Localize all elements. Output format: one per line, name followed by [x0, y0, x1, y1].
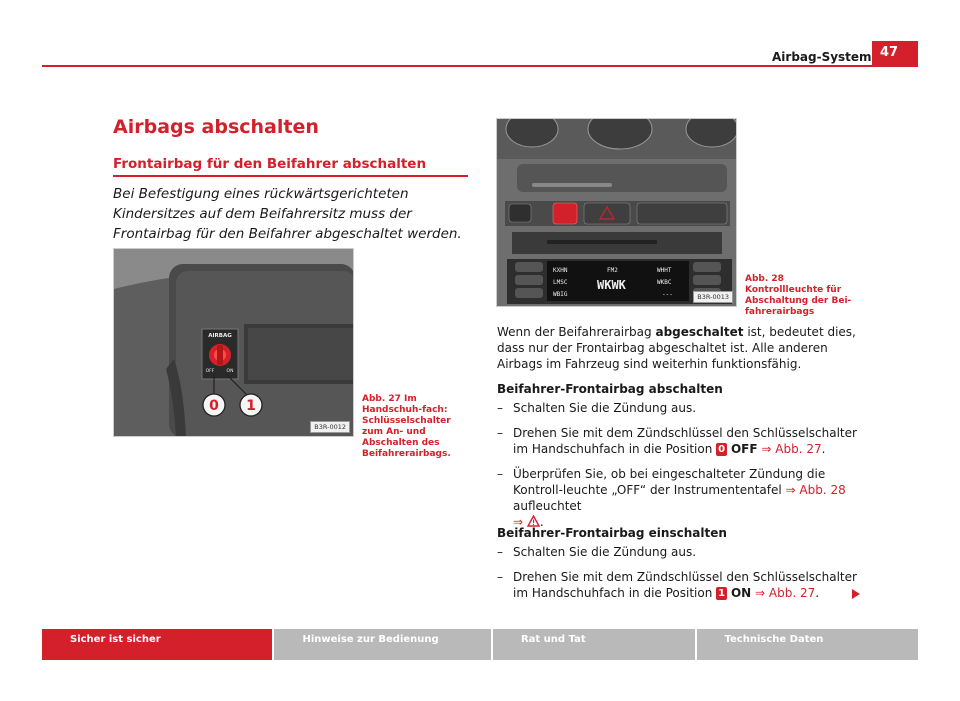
footer-tab-technische-daten[interactable]: Technische Daten: [697, 629, 918, 660]
continue-arrow-icon: [852, 589, 860, 599]
position-1-badge: 1: [716, 587, 727, 600]
figure-27-link[interactable]: ⇒ Abb. 27: [755, 586, 816, 600]
intro-text: Bei Befestigung eines rückwärtsgerichteten Kindersitzes auf dem Beifahrersitz muss der Frontairbag für den Beifahrer abgeschaltet werden.: [113, 186, 462, 242]
section-on-title: Beifahrer-Frontairbag einschalten: [497, 526, 727, 540]
dash-marker: –: [497, 426, 503, 440]
subsection-heading: Frontairbag für den Beifahrer abschalten: [113, 156, 427, 172]
step-off-3-pre: Überprüfen Sie, ob bei eingeschalteter Zündung die Kontroll-leuchte „OFF“ der Instrumententafel: [513, 467, 826, 497]
dash-marker: –: [497, 401, 503, 415]
step-on-2-bold: ON: [730, 586, 752, 600]
paragraph-post: ist, bedeutet dies, dass nur der Frontairbag abgeschaltet ist. Alle anderen Airbags im Fahrzeug sind weiterhin funktionsfähig.: [497, 325, 856, 371]
page-number: 47: [872, 41, 918, 67]
section-off-title: Beifahrer-Frontairbag abschalten: [497, 382, 723, 396]
figure-27-on-label: ON: [226, 369, 234, 374]
dash-marker: –: [497, 545, 503, 559]
footer-nav: [42, 629, 918, 660]
footer-tab-rat-und-tat[interactable]: Rat und Tat: [493, 629, 695, 660]
step-on-2-text: Drehen Sie mit dem Zündschlüssel den Schlüsselschalter im Handschuhfach in die Position 1 ON ⇒ Abb. 27.: [513, 570, 857, 600]
step-off-2-bold: OFF: [730, 442, 758, 456]
step-off-2-pre: Drehen Sie mit dem Zündschlüssel den Schlüsselschalter im Handschuhfach in die Position: [513, 426, 857, 456]
figure-28-display-right-1: WHHT: [657, 267, 672, 274]
figure-28-display-station: WKWK: [597, 278, 626, 292]
figure-28-dashboard: [496, 118, 737, 307]
figure-28-link[interactable]: ⇒ Abb. 28: [785, 483, 846, 497]
paragraph-abgeschaltet: [497, 324, 867, 372]
paragraph-bold: abgeschaltet: [655, 325, 744, 339]
step-on-1: [497, 544, 867, 560]
figure-28-code: B3R-0013: [693, 291, 733, 303]
footer-tab-hinweise-zur-bedienung[interactable]: Hinweise zur Bedienung: [274, 629, 491, 660]
position-0-badge: 0: [716, 443, 727, 456]
subsection-rule: [113, 175, 468, 177]
figure-27-code: B3R-0012: [310, 421, 350, 433]
section-heading: Airbags abschalten: [113, 116, 319, 138]
figure-28-display-right-2: WKBC: [657, 279, 672, 286]
figure-27-airbag-label: AIRBAG: [208, 333, 232, 339]
step-off-3-text: Überprüfen Sie, ob bei eingeschalteter Zündung die Kontroll-leuchte „OFF“ der Instrumententafel ⇒ Abb. 28 aufleuchtet ⇒ .: [513, 467, 846, 529]
step-off-3: [497, 466, 867, 530]
figure-28-caption: Abb. 28 Kontrollleuchte für Abschaltung der Bei-fahrerairbags: [745, 274, 852, 317]
step-off-2-text: Drehen Sie mit dem Zündschlüssel den Schlüsselschalter im Handschuhfach in die Position 0 OFF ⇒ Abb. 27.: [513, 426, 857, 456]
figure-28-display-right-3: ---: [662, 291, 673, 298]
figure-27-glovebox-switch: [113, 248, 354, 437]
figure-28-display-left-2: LMSC: [553, 279, 568, 286]
paragraph-pre: Wenn der Beifahrerairbag: [497, 325, 656, 339]
figure-27-off-label: OFF: [205, 369, 215, 374]
step-on-2: [497, 569, 867, 601]
figure-27-illustration: [114, 249, 354, 437]
step-off-1-text: Schalten Sie die Zündung aus.: [513, 401, 697, 415]
figure-28-display-left-3: WBIG: [553, 291, 568, 298]
figure-28-display-left-1: KXHN: [553, 267, 568, 274]
step-on-2-pre: Drehen Sie mit dem Zündschlüssel den Schlüsselschalter im Handschuhfach in die Position: [513, 570, 857, 600]
figure-27-link[interactable]: ⇒ Abb. 27: [761, 442, 822, 456]
dash-marker: –: [497, 570, 503, 584]
figure-28-display-band: FM2: [607, 267, 618, 274]
figure-28-illustration: [497, 119, 737, 307]
step-off-3-post: aufleuchtet: [513, 499, 582, 513]
running-header-title: Airbag-System: [772, 50, 872, 64]
footer-tab-sicher-ist-sicher[interactable]: Sicher ist sicher: [42, 629, 272, 660]
figure-27-caption: Abb. 27 Im Handschuh-fach: Schlüsselschalter zum An- und Abschalten des Beifahrerairbags.: [362, 394, 451, 459]
step-on-1-text: Schalten Sie die Zündung aus.: [513, 545, 697, 559]
header-rule: [42, 65, 918, 67]
figure-27-position-1: 1: [246, 398, 256, 414]
warning-link[interactable]: ⇒: [513, 515, 524, 529]
dash-marker: –: [497, 467, 503, 481]
step-off-2: [497, 425, 867, 457]
figure-27-position-0: 0: [209, 398, 219, 414]
step-off-1: [497, 400, 867, 416]
